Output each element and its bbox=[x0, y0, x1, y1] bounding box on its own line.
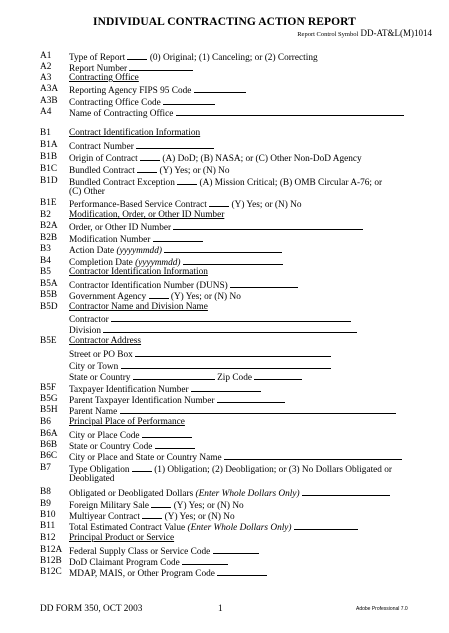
field-b8[interactable] bbox=[302, 487, 390, 496]
field-b5a[interactable] bbox=[230, 279, 298, 288]
section-heading: Principal Product or Service bbox=[69, 533, 175, 543]
field-city[interactable] bbox=[121, 360, 331, 369]
field-b1a[interactable] bbox=[136, 140, 214, 149]
field-b12b[interactable] bbox=[182, 556, 228, 565]
field-b1d[interactable] bbox=[177, 176, 197, 185]
section-heading: Contracting Office bbox=[69, 73, 139, 83]
form-number: DD FORM 350, OCT 2003 bbox=[40, 604, 143, 614]
section-heading: Contractor Identification Information bbox=[69, 267, 208, 277]
report-control-value: DD-AT&L(M)1014 bbox=[360, 28, 432, 38]
section-heading: Contractor Name and Division Name bbox=[69, 302, 208, 312]
form-title: INDIVIDUAL CONTRACTING ACTION REPORT bbox=[93, 16, 356, 28]
field-b10[interactable] bbox=[142, 510, 162, 519]
field-a3b[interactable] bbox=[163, 96, 215, 105]
report-control-symbol bbox=[297, 28, 432, 38]
field-b5f[interactable] bbox=[191, 383, 261, 392]
field-b1e[interactable] bbox=[209, 198, 229, 207]
field-b1c[interactable] bbox=[137, 164, 157, 173]
field-a1[interactable] bbox=[127, 51, 147, 60]
field-b12a[interactable] bbox=[213, 545, 259, 554]
field-b6b[interactable] bbox=[155, 440, 195, 449]
field-b5g[interactable] bbox=[217, 394, 285, 403]
field-b4[interactable] bbox=[183, 256, 283, 265]
field-b11[interactable] bbox=[294, 521, 358, 530]
field-b2a[interactable] bbox=[173, 221, 363, 230]
field-b5h[interactable] bbox=[120, 405, 396, 414]
field-street[interactable] bbox=[135, 348, 331, 357]
field-b7[interactable] bbox=[132, 463, 152, 472]
field-division[interactable] bbox=[103, 324, 357, 333]
field-b2b[interactable] bbox=[153, 233, 203, 242]
page-number: 1 bbox=[218, 604, 223, 614]
field-zip[interactable] bbox=[254, 371, 302, 380]
field-a2[interactable] bbox=[129, 62, 193, 71]
field-b3[interactable] bbox=[164, 244, 282, 253]
field-contractor[interactable] bbox=[111, 313, 351, 322]
field-b12c[interactable] bbox=[217, 567, 267, 576]
field-a4[interactable] bbox=[176, 107, 404, 116]
field-b9[interactable] bbox=[151, 499, 171, 508]
field-b5b[interactable] bbox=[149, 290, 169, 299]
section-heading: Contractor Address bbox=[69, 336, 142, 346]
field-b1b[interactable] bbox=[140, 152, 160, 161]
field-b6c[interactable] bbox=[224, 451, 402, 460]
section-heading: Principal Place of Performance bbox=[69, 417, 185, 427]
section-heading: Contract Identification Information bbox=[69, 128, 201, 138]
field-b6a[interactable] bbox=[142, 429, 192, 438]
report-control-label: Report Control Symbol bbox=[297, 31, 359, 38]
field-state[interactable] bbox=[133, 371, 215, 380]
software-label: Adobe Professional 7.0 bbox=[356, 606, 408, 612]
section-heading: Modification, Order, or Other ID Number bbox=[69, 210, 225, 220]
field-a3a[interactable] bbox=[194, 84, 246, 93]
